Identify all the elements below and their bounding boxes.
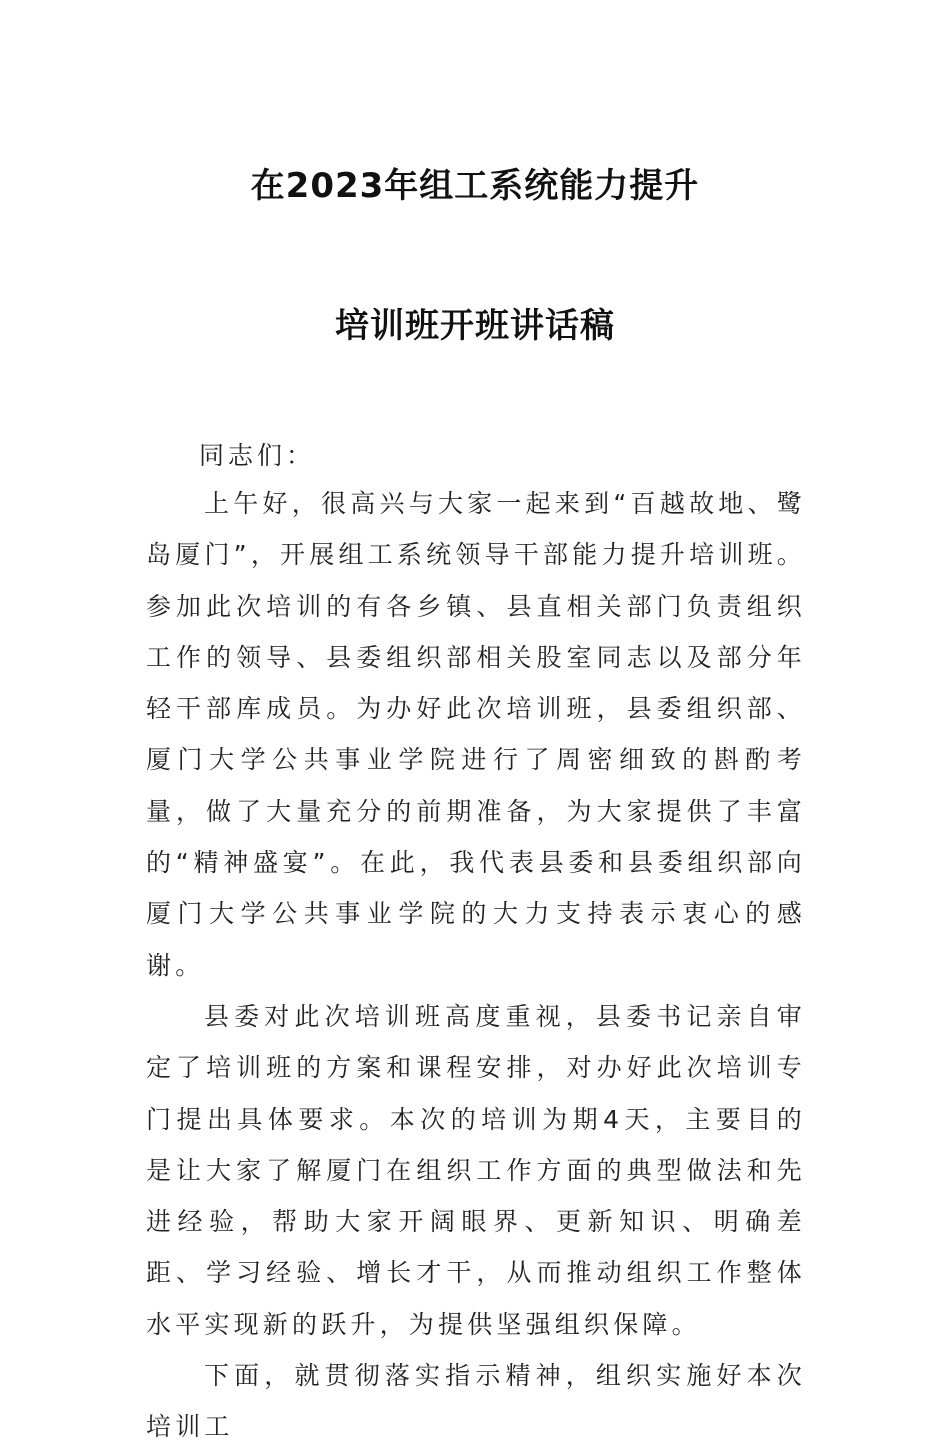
body-text: [146, 478, 806, 1453]
paragraph-1: 上午好，很高兴与大家一起来到“百越故地、鹭岛厦门”，开展组工系统领导干部能力提升培训班。参加此次培训的有各乡镇、县直相关部门负责组织工作的领导、县委组织部相关股室同志以及部分年轻干部库成员。为办好此次培训班，县委组织部、厦门大学公共事业学院进行了周密细致的斟酌考量，做了大量充分的前期准备，为大家提供了丰富的“精神盛宴”。在此，我代表县委和县委组织部向厦门大学公共事业学院的大力支持表示衷心的感谢。: [146, 489, 806, 980]
document-title-line2: 培训班开班讲话稿: [335, 306, 615, 346]
document-title-line1: 在2023年组工系统能力提升: [250, 166, 700, 206]
salutation: 同志们：: [199, 441, 316, 470]
paragraph-2: 县委对此次培训班高度重视，县委书记亲自审定了培训班的方案和课程安排，对办好此次培训专门提出具体要求。本次的培训为期4天，主要目的是让大家了解厦门在组织工作方面的典型做法和先进经验，帮助大家开阔眼界、更新知识、明确差距、学习经验、增长才干，从而推动组织工作整体水平实现新的跃升，为提供坚强组织保障。: [146, 1001, 806, 1339]
paragraph-3: 下面，就贯彻落实指示精神，组织实施好本次培训工: [146, 1361, 806, 1442]
